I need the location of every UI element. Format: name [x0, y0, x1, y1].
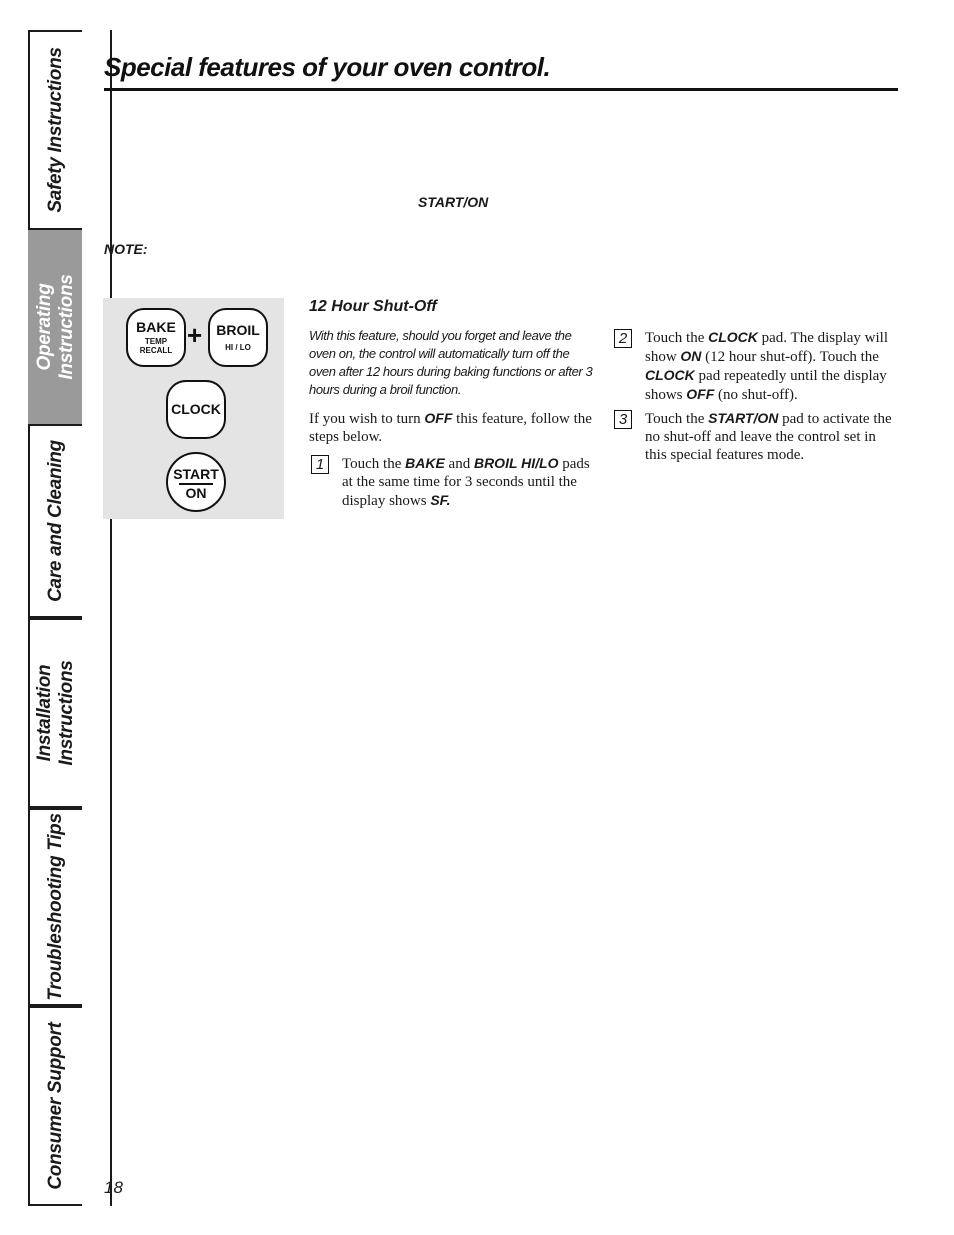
keyword-off: OFF: [424, 410, 453, 426]
bake-pad-sublabel: TEMP RECALL: [139, 337, 173, 355]
text-run: If you wish to turn: [309, 411, 425, 427]
start-on-pad: [166, 452, 226, 512]
bake-pad: [126, 308, 186, 367]
tab-consumer-support[interactable]: [28, 1006, 82, 1206]
instruction-paragraph: [309, 409, 594, 446]
text-run: (no shut-off).: [714, 387, 798, 403]
text-run: pad repeatedly until the display shows: [645, 368, 887, 403]
section-intro: With this feature, should you forget and leave the oven on, the control will automatically turn off the oven after 12 hours during baking functions or after 3 hours during a broil function.: [309, 328, 593, 397]
keyword-sf: SF.: [430, 492, 451, 508]
step-text: [342, 454, 592, 510]
text-run: pads at the same time for 3 seconds until the display shows: [342, 456, 590, 509]
clock-pad-label: CLOCK: [171, 401, 221, 417]
tab-label: Operating Instructions: [34, 274, 77, 380]
section-heading: 12 Hour Shut-Off: [309, 298, 437, 315]
clock-pad: [166, 380, 226, 439]
keypad-illustration: [103, 298, 284, 519]
step-number: 2: [614, 329, 632, 348]
page-title: Special features of your oven control.: [104, 52, 551, 82]
step-text: [645, 409, 899, 464]
tab-installation-instructions[interactable]: [28, 618, 82, 808]
on-pad-label: ON: [179, 483, 213, 501]
tabs-divider: [110, 30, 112, 1206]
keyword-clock: CLOCK: [645, 367, 695, 383]
keyword-off: OFF: [686, 386, 715, 402]
start-pad-label: START: [173, 466, 219, 482]
keyword-on: ON: [680, 348, 702, 364]
tab-label: Troubleshooting Tips: [45, 813, 66, 1001]
start-on-keyword: START/ON: [418, 194, 489, 210]
text-run: (12 hour shut-off). Touch the: [701, 349, 879, 365]
tab-safety-instructions[interactable]: [28, 30, 82, 230]
text-run: Touch the: [645, 330, 709, 346]
tab-label: Installation Instructions: [34, 660, 77, 766]
tab-troubleshooting-tips[interactable]: [28, 808, 82, 1006]
note-label: NOTE:: [104, 241, 148, 257]
keyword-bake: BAKE: [405, 455, 445, 471]
text-run: and: [444, 456, 474, 472]
tab-label: Care and Cleaning: [45, 440, 66, 602]
step-number: 3: [614, 410, 632, 429]
text-run: Touch the: [645, 411, 709, 427]
page-number: 18: [104, 1178, 123, 1197]
broil-pad: [208, 308, 268, 367]
bake-pad-label: BAKE: [136, 319, 176, 335]
keyword-broil: BROIL HI/LO: [473, 455, 559, 471]
tab-care-and-cleaning[interactable]: [28, 424, 82, 618]
text-run: pad to activate the no shut-off and leave the control set in this special features mode.: [645, 411, 892, 463]
side-tabs: [28, 30, 84, 1206]
text-run: Touch the: [342, 456, 406, 472]
text-run: this feature, follow the steps below.: [309, 411, 592, 445]
keyword-start-on: START/ON: [708, 410, 779, 426]
title-divider: [104, 88, 898, 91]
broil-pad-sublabel: HI / LO: [225, 343, 251, 352]
tab-label: Safety Instructions: [45, 47, 66, 213]
plus-sign: +: [187, 320, 203, 350]
tab-label: Consumer Support: [45, 1022, 66, 1190]
keyword-clock: CLOCK: [708, 329, 758, 345]
tab-operating-instructions[interactable]: [28, 230, 82, 424]
step-text: [645, 328, 899, 404]
step-number: 1: [311, 455, 329, 474]
broil-pad-label: BROIL: [216, 322, 260, 338]
text-run: pad. The display will show: [645, 330, 889, 365]
